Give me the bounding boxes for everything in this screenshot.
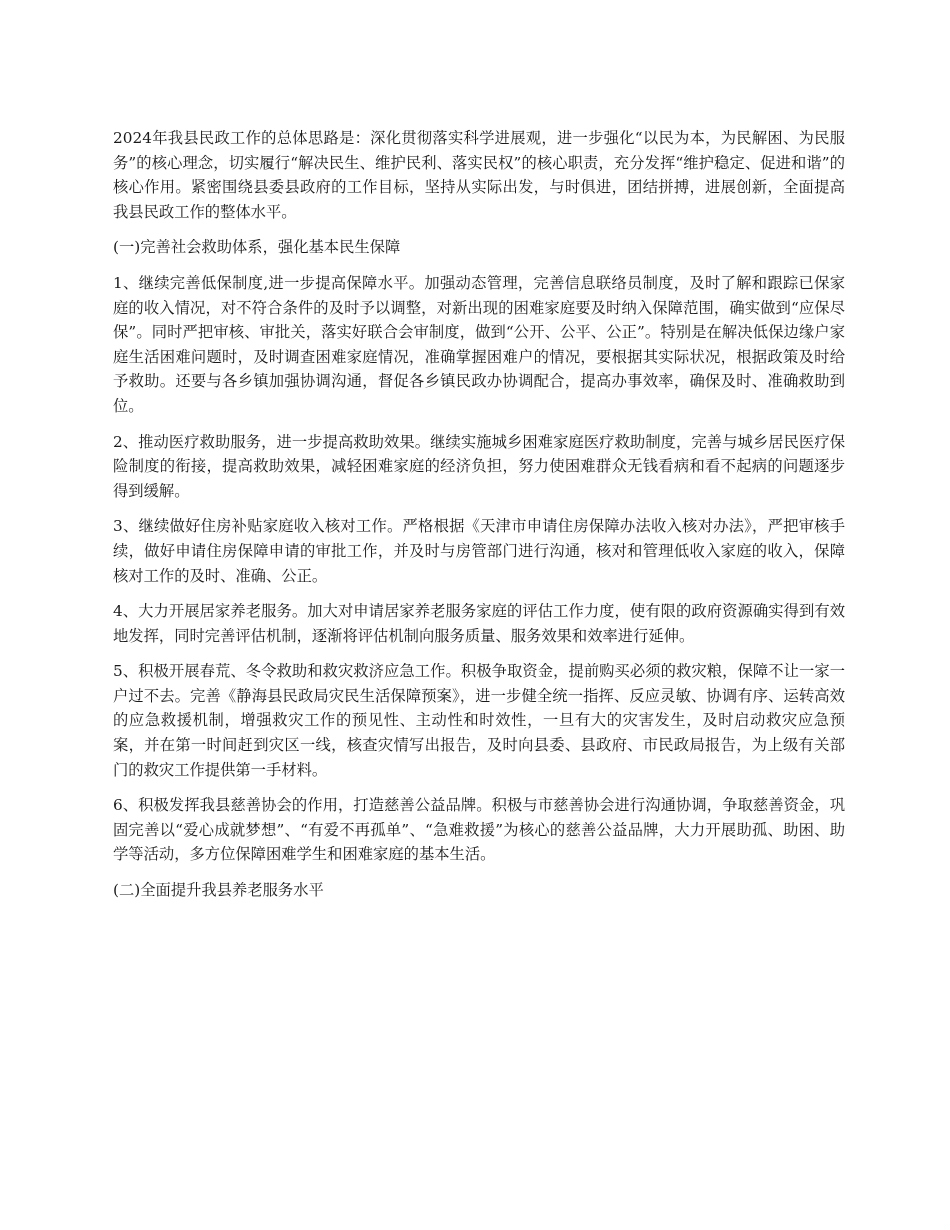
section-heading-2: (二)全面提升我县养老服务水平 <box>113 881 324 900</box>
list-item: 1、继续完善低保制度,进一步提高保障水平。加强动态管理，完善信息联络员制度，及时了解和跟踪已保家庭的收入情况，对不符合条件的及时予以调整，对新出现的困难家庭要及时纳入保障范围，确实做到“应保尽保”。同时严把审核、审批关，落实好联合会审制度，做到“公开、公平、公正”。特别是在解决低保边缘户家庭生活困难问题时，及时调查困难家庭情况，准确掌握困难户的情况，要根据其实际状况，根据政策及时给予救助。还要与各乡镇加强协调沟通，督促各乡镇民政办协调配合，提高办事效率，确保及时、准确救助到位。 <box>113 273 845 415</box>
list-item: 2、推动医疗救助服务，进一步提高救助效果。继续实施城乡困难家庭医疗救助制度，完善与城乡居民医疗保险制度的衔接，提高救助效果，减轻困难家庭的经济负担，努力使困难群众无钱看病和看不起病的问题逐步得到缓解。 <box>113 432 845 500</box>
list-item: 5、积极开展春荒、冬令救助和救灾救济应急工作。积极争取资金，提前购买必须的救灾粮，保障不让一家一户过不去。完善《静海县民政局灾民生活保障预案》，进一步健全统一指挥、反应灵敏、协调有序、运转高效的应急救援机制，增强救灾工作的预见性、主动性和时效性，一旦有大的灾害发生，及时启动救灾应急预案，并在第一时间赶到灾区一线，核查灾情写出报告，及时向县委、县政府、市民政局报告，为上级有关部门的救灾工作提供第一手材料。 <box>113 662 845 779</box>
document-body <box>113 126 845 914</box>
intro-paragraph: 2024年我县民政工作的总体思路是：深化贯彻落实科学进展观，进一步强化“以民为本，为民解困、为民服务”的核心理念，切实履行“解决民生、维护民利、落实民权”的核心职责，充分发挥“维护稳定、促进和谐”的核心作用。紧密围绕县委县政府的工作目标，坚持从实际出发，与时俱进，团结拼搏，进展创新，全面提高我县民政工作的整体水平。 <box>113 129 845 221</box>
list-item: 3、继续做好住房补贴家庭收入核对工作。严格根据《天津市申请住房保障办法收入核对办法》，严把审核手续，做好申请住房保障申请的审批工作，并及时与房管部门进行沟通，核对和管理低收入家庭的收入，保障核对工作的及时、准确、公正。 <box>113 517 845 585</box>
section-heading-1: (一)完善社会救助体系，强化基本民生保障 <box>113 238 401 257</box>
list-item: 4、大力开展居家养老服务。加大对申请居家养老服务家庭的评估工作力度，使有限的政府资源确实得到有效地发挥，同时完善评估机制，逐渐将评估机制向服务质量、服务效果和效率进行延伸。 <box>113 602 845 645</box>
list-item: 6、积极发挥我县慈善协会的作用，打造慈善公益品牌。积极与市慈善协会进行沟通协调，争取慈善资金，巩固完善以“爱心成就梦想”、“有爱不再孤单”、“急难救援”为核心的慈善公益品牌，大力开展助孤、助困、助学等活动，多方位保障困难学生和困难家庭的基本生活。 <box>113 796 845 864</box>
